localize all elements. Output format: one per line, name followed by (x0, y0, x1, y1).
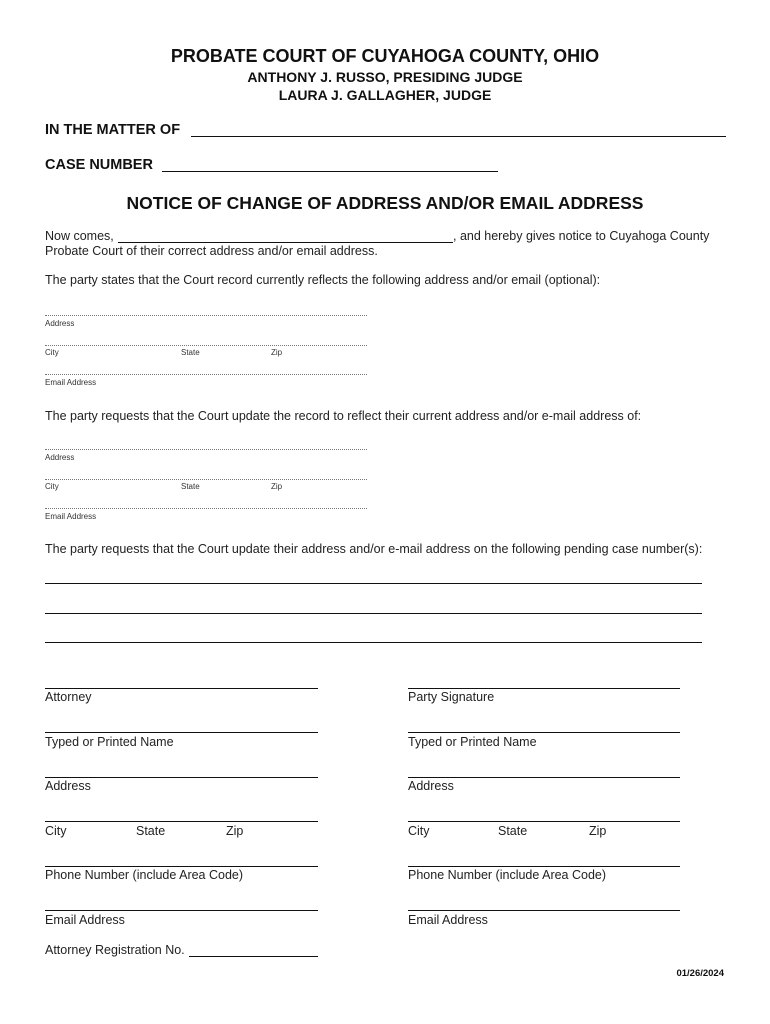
new-state-label: State (181, 482, 200, 491)
new-city-label: City (45, 482, 59, 491)
current-email-input[interactable] (45, 374, 367, 375)
new-city-state-zip-input[interactable] (45, 479, 367, 480)
attorney-phone-label: Phone Number (include Area Code) (45, 868, 244, 882)
presiding-judge: ANTHONY J. RUSSO, PRESIDING JUDGE (247, 69, 523, 85)
current-email-label: Email Address (45, 378, 97, 387)
new-email-input[interactable] (45, 508, 367, 509)
attorney-zip-label: Zip (226, 824, 244, 838)
case-number-label: CASE NUMBER (45, 157, 153, 173)
attorney-state-label: State (136, 824, 166, 838)
current-city-label: City (45, 348, 59, 357)
form-title: NOTICE OF CHANGE OF ADDRESS AND/OR EMAIL ADDRESS (126, 193, 644, 213)
current-city-state-zip-input[interactable] (45, 345, 367, 346)
attorney-city-label: City (45, 824, 67, 838)
party-state-label: State (498, 824, 528, 838)
party-zip-label: Zip (589, 824, 607, 838)
new-zip-label: Zip (271, 482, 283, 491)
party-phone-label: Phone Number (include Area Code) (408, 868, 607, 882)
pending-case-line-2[interactable] (45, 613, 702, 614)
attorney-signature-line[interactable] (45, 688, 318, 689)
intro-line2: Probate Court of their correct address and/or email address. (45, 244, 378, 258)
party-address-line[interactable] (408, 777, 680, 778)
attorney-email-label: Email Address (45, 913, 125, 927)
party-name-line[interactable] (408, 732, 680, 733)
party-email-line[interactable] (408, 910, 680, 911)
new-address-input[interactable] (45, 449, 367, 450)
pending-cases-statement: The party requests that the Court update their address and/or e-mail address on the following pending case number(s): (45, 542, 703, 556)
attorney-phone-line[interactable] (45, 866, 318, 867)
pending-case-line-3[interactable] (45, 642, 702, 643)
current-zip-label: Zip (271, 348, 283, 357)
attorney-name-line[interactable] (45, 732, 318, 733)
current-state-label: State (181, 348, 200, 357)
party-phone-line[interactable] (408, 866, 680, 867)
new-address-label: Address (45, 453, 75, 462)
pending-case-line-1[interactable] (45, 583, 702, 584)
party-signature-line[interactable] (408, 688, 680, 689)
new-address-statement: The party requests that the Court update the record to reflect their current address and/or e-mail address of: (45, 409, 642, 423)
current-address-input[interactable] (45, 315, 367, 316)
party-address-label: Address (408, 779, 454, 793)
attorney-registration-input[interactable] (189, 956, 318, 957)
party-city-label: City (408, 824, 430, 838)
attorney-email-line[interactable] (45, 910, 318, 911)
current-address-label: Address (45, 319, 75, 328)
attorney-address-label: Address (45, 779, 91, 793)
judge: LAURA J. GALLAGHER, JUDGE (278, 87, 492, 103)
party-name-label: Typed or Printed Name (408, 735, 537, 749)
attorney-name-label: Typed or Printed Name (45, 735, 174, 749)
attorney-address-line[interactable] (45, 777, 318, 778)
intro-prefix: Now comes, (45, 229, 114, 243)
party-city-state-zip-line[interactable] (408, 821, 680, 822)
court-name: PROBATE COURT OF CUYAHOGA COUNTY, OHIO (170, 46, 600, 66)
attorney-signature-label: Attorney (45, 690, 92, 704)
form-revision-date: 01/26/2024 (676, 968, 724, 979)
case-number-input[interactable] (162, 171, 498, 172)
party-name-input[interactable] (118, 242, 453, 243)
intro-suffix: , and hereby gives notice to Cuyahoga County (453, 229, 710, 243)
matter-label: IN THE MATTER OF (45, 122, 181, 138)
party-signature-label: Party Signature (408, 690, 495, 704)
new-email-label: Email Address (45, 512, 97, 521)
current-record-statement: The party states that the Court record currently reflects the following address and/or email (optional): (45, 273, 601, 287)
matter-input[interactable] (191, 136, 726, 137)
attorney-city-state-zip-line[interactable] (45, 821, 318, 822)
party-email-label: Email Address (408, 913, 488, 927)
attorney-registration-label: Attorney Registration No. (45, 943, 185, 957)
